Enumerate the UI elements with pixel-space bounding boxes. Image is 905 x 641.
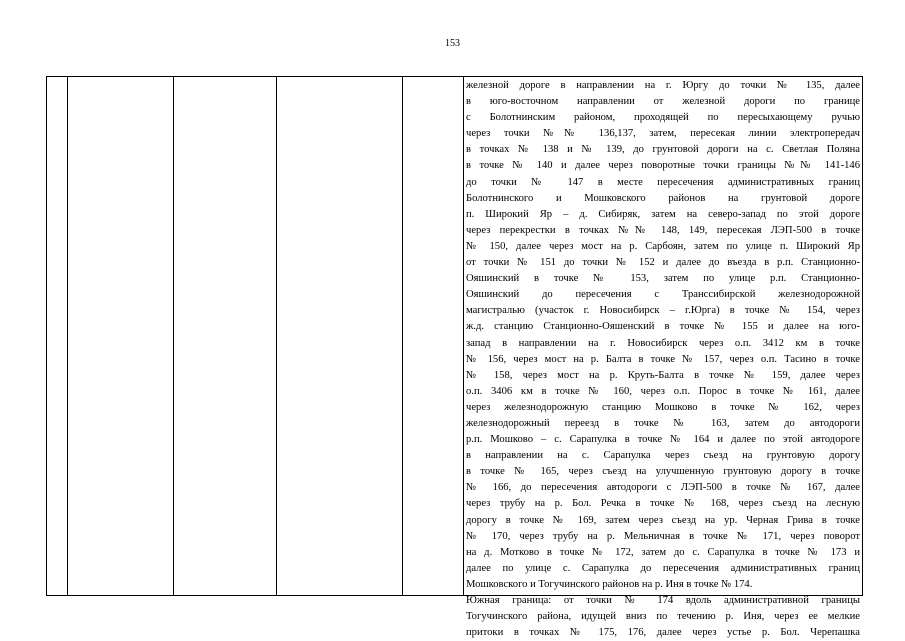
text-line: до точки № 147 в месте пересечения административных границ (466, 176, 860, 188)
text-line: далее по улице с. Сарапулка до пересечения административных границ (466, 562, 860, 574)
text-line: ж.д. станцию Станционно-Ояшенский в точке № 155 и далее на юго- (466, 321, 860, 333)
text-line: магистралью (участок г. Новосибирск – г.Юрга) в точке № 154, через (466, 305, 860, 317)
text-line: Болотнинского и Мошковского районов на грунтовой дороге (466, 192, 860, 204)
text-line: через железнодорожную станцию Мошково в точке № 162, через (466, 401, 860, 413)
text-line: Ояшинский в точке № 153, затем по улице р.п. Станционно- (466, 273, 860, 285)
boundary-description-cell (466, 78, 860, 639)
text-line: в направлении на с. Сарапулка через съезд на грунтовую дорогу (466, 450, 860, 462)
text-line: через перекрестки в точках №№ 148, 149, пересекая ЛЭП-500 в точке (466, 224, 860, 236)
column-divider (463, 77, 464, 595)
text-line: в точках № 138 и № 139, до грунтовой дороги на с. Светлая Поляна (466, 144, 860, 156)
column-divider (276, 77, 277, 595)
column-divider (67, 77, 68, 595)
text-line: через точки №№ 136,137, затем, пересекая линии электропередач (466, 128, 860, 140)
text-line: р.п. Мошково – с. Сарапулка в точке № 164 и далее по этой автодороге (466, 434, 860, 446)
text-line: п. Широкий Яр – д. Сибиряк, затем на северо-запад по этой дороге (466, 208, 860, 220)
column-divider (173, 77, 174, 595)
text-line: № 156, через мост на р. Балта в точке № 157, через о.п. Тасино в точке (466, 353, 860, 365)
text-line: дорогу в точке № 169, затем через съезд на ур. Черная Грива в точке (466, 514, 860, 526)
text-line: железнодорожный переезд в точке № 163, затем до автодороги (466, 417, 860, 429)
text-line: № 150, далее через мост на р. Сарбоян, затем по улице п. Широкий Яр (466, 240, 860, 252)
text-line: Мошковского и Тогучинского районов на р. Иня в точке № 174. (466, 578, 753, 590)
text-line: от точки № 151 до точки № 152 и далее до въезда в р.п. Станционно- (466, 257, 860, 269)
text-line: в точке № 165, через съезд на улучшенную грунтовую дорогу в точке (466, 466, 860, 478)
text-line: в точке № 140 и далее через поворотные точки границы №№ 141-146 (466, 160, 860, 172)
boundary-description-table (46, 76, 863, 639)
text-line: Ояшинский до пересечения с Транссибирской железнодорожной (466, 289, 860, 301)
text-line: № 166, до пересечения автодороги с ЛЭП-500 в точке № 167, далее (466, 482, 860, 494)
text-line: железной дороге в направлении на г. Юргу до точки № 135, далее (466, 80, 860, 91)
page-number: 153 (445, 38, 460, 49)
text-line: через трубу на р. Бол. Речка в точке № 168, через съезд на лесную (466, 498, 860, 510)
text-line: Южная граница: от точки № 174 вдоль административной границы (466, 595, 860, 606)
text-line: с Болотнинским районом, проходящей по пересыхающему ручью (466, 112, 860, 124)
text-line: № 170, через трубу на р. Мельничная в точке № 171, через поворот (466, 530, 860, 542)
text-line: № 158, через мост на р. Круть-Балта в точке № 159, далее через (466, 369, 860, 381)
text-line: Тогучинского района, идущей вниз по течению р. Иня, через ее мелкие (466, 611, 860, 623)
column-divider (402, 77, 403, 595)
text-line: о.п. 3406 км в точке № 160, через о.п. Порос в точке № 161, далее (466, 385, 860, 397)
text-line: запад в направлении на г. Новосибирск через о.п. 3412 км в точке (466, 337, 860, 349)
text-line: на д. Мотково в точке № 172, затем до с. Сарапулка в точке № 173 и (466, 546, 860, 558)
text-line: притоки в точках № 175, 176, далее через устье р. Бол. Черепашка (466, 627, 860, 639)
text-line: в юго-восточном направлении от железной дороги по границе (466, 96, 860, 108)
